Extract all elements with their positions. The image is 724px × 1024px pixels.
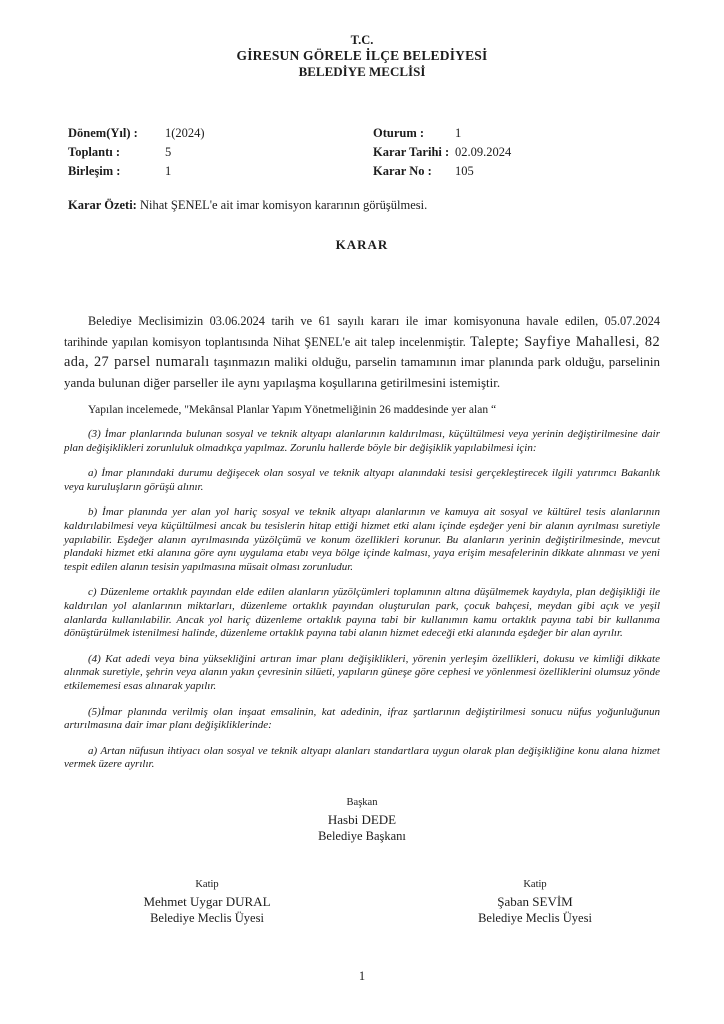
regulation-quote-3a: a) İmar planındaki durumu değişecek olan sosyal ve teknik altyapı alanındaki tesisi gerçekleştirecek ilgili yatırımcı Bakanlık veya kuruluşların görüşü alınır. bbox=[64, 467, 660, 493]
clerk-left-title: Belediye Meclis Üyesi bbox=[150, 910, 264, 925]
paragraph-request-part3: taşınmazın maliki olduğu, parselin tamamının imar planında park olduğu, parselinin yanda bulunan diğer parseller ile aynı yapılaşma koşullarına getirilmesini istemiştir. bbox=[64, 354, 660, 390]
paragraph-request-part2: Talepte; Sayfiye Mahallesi, 82 ada, 27 parsel numaralı bbox=[64, 333, 660, 370]
decision-summary-text: Nihat ŞENEL'e ait imar komisyon kararının görüşülmesi. bbox=[139, 198, 428, 212]
chairman-name: Hasbi DEDE bbox=[327, 811, 397, 827]
regulation-quote-5: (5)İmar planında verilmiş olan inşaat emsalinin, kat adedinin, ifraz şartlarının değiştirilmesi sonucu nüfus yoğunluğunun artırılmasına dair imar planı değişikliklerinde: bbox=[64, 705, 660, 732]
meta-row-toplanti bbox=[68, 143, 373, 162]
meta-label-karar-no: Karar No : bbox=[373, 164, 432, 178]
meta-value-toplanti: 5 bbox=[165, 145, 172, 159]
page-number: 1 bbox=[358, 968, 366, 983]
paragraph-examination-intro: Yapılan incelemede, "Mekânsal Planlar Yapım Yönetmeliğinin 26 maddesinde yer alan “ bbox=[88, 404, 497, 416]
chairman-title: Belediye Başkanı bbox=[318, 828, 406, 843]
meta-label-karar-tarihi: Karar Tarihi : bbox=[373, 145, 450, 159]
decision-summary-label: Karar Özeti: bbox=[68, 198, 137, 212]
meta-row-karar-tarihi bbox=[373, 143, 660, 162]
signature-chairman bbox=[64, 794, 660, 845]
signature-clerks-row bbox=[64, 876, 660, 927]
document-body bbox=[64, 311, 660, 772]
paragraph-request bbox=[64, 311, 660, 393]
meta-left-column bbox=[64, 124, 373, 181]
document-header bbox=[64, 32, 660, 80]
signature-clerk-right bbox=[405, 876, 665, 927]
regulation-quote-5a: a) Artan nüfusun ihtiyacı olan sosyal ve teknik altyapı alanları standartlara uygun olarak plan değişikliğine konu alana hizmet vermek üzere ayrılır. bbox=[64, 744, 660, 771]
meta-value-karar-no: 105 bbox=[455, 164, 474, 178]
meta-label-donem: Dönem(Yıl) : bbox=[68, 126, 138, 140]
regulation-quote-3b: b) İmar planında yer alan yol hariç sosyal ve teknik altyapı alanlarının ve kamuya ait sosyal ve kültürel tesis alanlarının kaldırılabilmesi veya küçültülmesi ancak bu tesislerin hitap ettiği hizmet etki alanı içinde eşdeğer yeni bir alanın ayrılması suretiyle yapılabilir. Eşdeğer alanın ayrılmasında yüzölçümü ve konum özellikleri korunur. Bu alanların yerinin değiştirilmesinde, mevcut plandaki hizmet etki alanına göre aynı uygulama etabı veya bölge içinde kalması, yaya erişim mesafelerinin dikkate alınması ve yeni tespit edilen alanın tesisin yapılmasına müsait olması zorunludur. bbox=[64, 506, 660, 573]
meta-right-column bbox=[373, 124, 660, 181]
meta-label-oturum: Oturum : bbox=[373, 126, 425, 140]
clerk-right-role: Katip bbox=[523, 878, 547, 890]
header-tc: T.C. bbox=[350, 33, 374, 47]
decision-summary bbox=[64, 198, 660, 213]
regulation-quote-4: (4) Kat adedi veya bina yüksekliğini artıran imar planı değişiklikleri, yörenin yerleşim özellikleri, dokusu ve kimliği dikkate alınmak suretiyle, şehrin veya alanın yakın çevresinin silüeti, yapıların güneşe göre cephesi ve yönlenmesi özelliklerini olumsuz yönde etkilememesi esas alınarak yapılır. bbox=[64, 652, 660, 692]
meta-label-toplanti: Toplantı : bbox=[68, 145, 120, 159]
clerk-right-name: Şaban SEVİM bbox=[497, 893, 573, 909]
meta-row-karar-no bbox=[373, 162, 660, 181]
karar-heading: KARAR bbox=[335, 237, 389, 252]
header-council: BELEDİYE MECLİSİ bbox=[298, 64, 426, 79]
meta-value-birlesim: 1 bbox=[165, 164, 172, 178]
header-municipality: GİRESUN GÖRELE İLÇE BELEDİYESİ bbox=[236, 48, 488, 63]
regulation-quote-3: (3) İmar planlarında bulunan sosyal ve teknik altyapı alanlarının kaldırılması, küçültülmesi veya yerinin değiştirilmesine dair plan değişiklikleri zorunluluk olmadıkça yapılmaz. Zorunlu hallerde böyle bir değişiklik yapılabilmesi için: bbox=[64, 428, 660, 454]
meta-row-oturum bbox=[373, 124, 660, 143]
chairman-role: Başkan bbox=[346, 796, 378, 808]
clerk-right-title: Belediye Meclis Üyesi bbox=[478, 910, 592, 925]
paragraph-request-part1: Belediye Meclisimizin 03.06.2024 tarih ve 61 sayılı kararı ile imar komisyonuna havale edilen, 05.07.2024 tarihinde yapılan komisyon toplantısında Nihat ŞENEL'e ait talep incelenmiştir. bbox=[64, 314, 660, 349]
signature-clerk-left bbox=[77, 876, 337, 927]
meta-label-birlesim: Birleşim : bbox=[68, 164, 121, 178]
clerk-left-name: Mehmet Uygar DURAL bbox=[143, 893, 271, 909]
meta-row-birlesim bbox=[68, 162, 373, 181]
meta-block bbox=[64, 124, 660, 181]
meta-value-karar-tarihi: 02.09.2024 bbox=[455, 145, 512, 159]
meta-value-donem: 1(2024) bbox=[165, 126, 205, 140]
meta-row-donem bbox=[68, 124, 373, 143]
regulation-quote-3c: c) Düzenleme ortaklık payından elde edilen alanların yüzölçümleri toplamının altına düşülmemek kaydıyla, plan değişikliği ile kaldırılan yol alanlarının miktarları, düzenleme ortaklık payından oluşturulan park, çocuk bahçesi, meydan gibi açık ve yeşil alanlarda kullanılabilir. Ancak yol hariç düzenleme ortaklık payına tabi bir kullanımın kamu ortaklık payına tabi bir kullanıma dönüştürülmek istenilmesi halinde, düzenleme ortaklık payına tabi alanın hizmet edeceği etki alanında eşdeğer bir alan ayrılır. bbox=[64, 586, 660, 640]
meta-value-oturum: 1 bbox=[455, 126, 462, 140]
clerk-left-role: Katip bbox=[195, 878, 219, 890]
